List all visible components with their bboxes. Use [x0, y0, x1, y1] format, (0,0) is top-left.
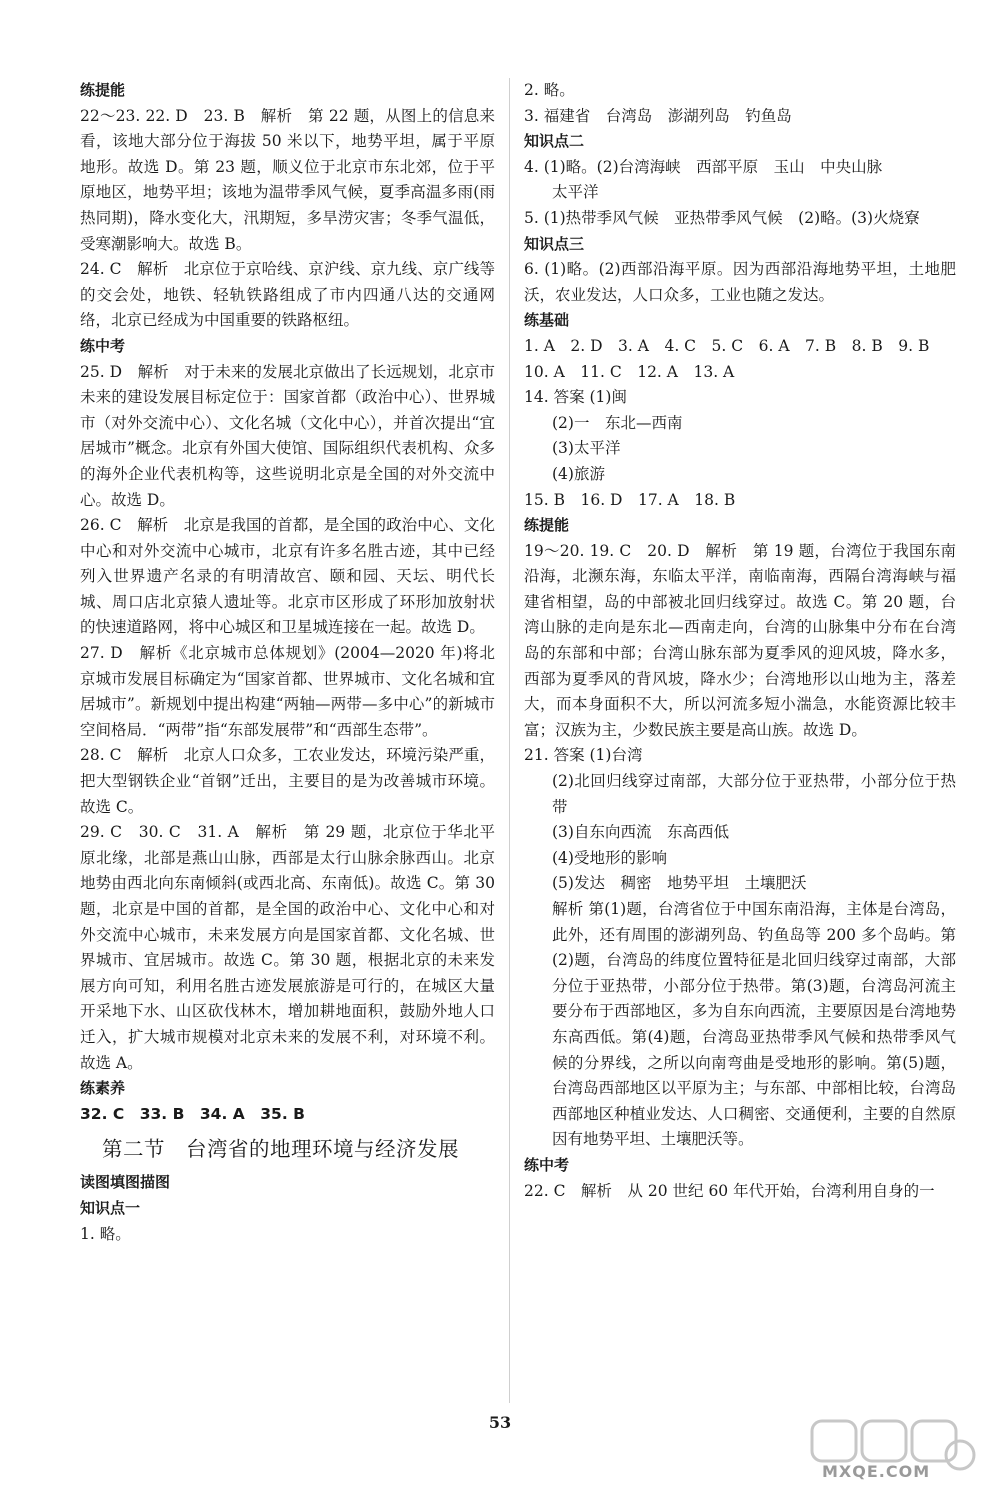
- answers-10-13: 10. A 11. C 12. A 13. A: [524, 362, 735, 381]
- answers-15-18: 15. B 16. D 17. A 18. B: [524, 490, 736, 509]
- answer-21-3: (3)自东向西流 东高西低: [552, 823, 729, 842]
- answer-21-explanation: 解析 第(1)题，台湾省位于中国东南沿海，主体是台湾岛，此外，还有周围的澎湖列岛、钓鱼岛等 200 多个岛屿。第(2)题，台湾岛的纬度位置特征是北回归线穿过南部，大部分位于亚热带，小部分位于热带。第(3)题，台湾岛河流主要分布于西部地区，多为自东向西流，主要原因是台湾地势东高西低。第(4)题，台湾岛亚热带季风气候和热带季风气候的分界线，之所以向南弯曲是受地形的影响。第(5)题，台湾岛西部地区以平原为主；与东部、中部相比较，台湾岛西部地区种植业发达、人口稠密、交通便利，主要的自然原因有地势平坦、土壤肥沃等。: [552, 900, 956, 1149]
- answer-25: 25. D 解析 对于未来的发展北京做出了长远规划，北京市未来的建设发展目标定位于：国家首都（政治中心）、世界城市（对外交流中心）、文化名城（文化中心），并首次提出“宜居城市”概念。北京有外国大使馆、国际组织代表机构、众多的海外企业代表机构等，这些说明北京是全国的对外交流中心。故选 D。: [80, 362, 495, 509]
- answers-32-35: 32. C 33. B 34. A 35. B: [80, 1104, 305, 1123]
- answer-k1: 1. 略。: [80, 1224, 131, 1243]
- answer-21-2: (2)北回归线穿过南部，大部分位于亚热带，小部分位于热带: [552, 772, 956, 816]
- answer-k5: 5. (1)热带季风气候 亚热带季风气候 (2)略。(3)火烧寮: [524, 208, 920, 227]
- answer-14: 14. 答案 (1)闽: [524, 388, 627, 407]
- heading-lian-zhongkao-2: 练中考: [524, 1155, 570, 1174]
- answer-22-23: 22～23. 22. D 23. B 解析 第 22 题，从图上的信息来看，该地大部分位于海拔 50 米以下，地势平坦，属于平原地形。故选 D。第 23 题，顺义位于北京市东北郊，位于平原地区，地势平坦；该地为温带季风气候，夏季高温多雨(雨热同期)，降水变化大，汛期短，多旱涝灾害；冬季气温低，受寒潮影响大。故选 B。: [80, 106, 495, 253]
- column-divider: [509, 78, 510, 1403]
- heading-knowledge-point-3: 知识点三: [524, 234, 585, 253]
- answer-27: 27. D 解析《北京城市总体规划》(2004—2020 年)将北京城市发展目标确定为“国家首都、世界城市、文化名城和宜居城市”。新规划中提出构建“两轴—两带—多中心”的新城市空间格局．“两带”指“东部发展带”和“西部生态带”。: [80, 644, 495, 739]
- heading-lian-suyang: 练素养: [80, 1079, 126, 1098]
- answer-k6: 6. (1)略。(2)西部沿海平原。因为西部沿海地势平坦，土地肥沃，农业发达，人口众多，工业也随之发达。: [524, 260, 956, 304]
- answer-24: 24. C 解析 北京位于京哈线、京沪线、京九线、京广线等的交会处，地铁、轻轨铁路组成了市内四通八达的交通网络，北京已经成为中国重要的铁路枢纽。: [80, 260, 495, 330]
- page-number: 53: [488, 1413, 512, 1432]
- answer-28: 28. C 解析 北京人口众多，工农业发达，环境污染严重，把大型钢铁企业“首钢”迁出，主要目的是为改善城市环境。故选 C。: [80, 746, 495, 816]
- right-column: [524, 78, 956, 1204]
- heading-lian-zhongkao: 练中考: [80, 336, 126, 355]
- answer-k4-cont: 太平洋: [552, 183, 599, 202]
- answer-k2: 2. 略。: [524, 81, 575, 99]
- left-column: [80, 78, 495, 1247]
- answer-14-2: (2)一 东北—西南: [552, 413, 683, 432]
- answers-1-9: 1. A 2. D 3. A 4. C 5. C 6. A 7. B 8. B 9. B: [524, 336, 930, 355]
- answer-14-3: (3)太平洋: [552, 439, 621, 458]
- answer-19-20: 19～20. 19. C 20. D 解析 第 19 题，台湾位于我国东南沿海，北濒东海，东临太平洋，南临南海，西隔台湾海峡与福建省相望，岛的中部被北回归线穿过。故选 C。第 20 题，台湾山脉的走向是东北—西南走向，台湾的山脉集中分布在台湾岛的东部和中部；台湾山脉东部为夏季风的迎风坡，降水多，西部为夏季风的背风坡，降水少；台湾地形以山地为主，落差大，而本身面积不大，所以河流多短小湍急，水能资源比较丰富；汉族为主，少数民族主要是高山族。故选 D。: [524, 541, 956, 739]
- section-title: 第二节 台湾省的地理环境与经济发展: [102, 1137, 459, 1162]
- answer-21: 21. 答案 (1)台湾: [524, 746, 643, 765]
- heading-map-exercises: 读图填图描图: [80, 1173, 171, 1192]
- heading-knowledge-point-1: 知识点一: [80, 1198, 141, 1217]
- answer-22: 22. C 解析 从 20 世纪 60 年代开始，台湾利用自身的一: [524, 1181, 935, 1200]
- answer-29-31: 29. C 30. C 31. A 解析 第 29 题，北京位于华北平原北缘，北部是燕山山脉，西部是太行山脉余脉西山。北京地势由西北向东南倾斜(或西北高、东南低)。故选 C。第 30 题，北京是中国的首都，是全国的政治中心、文化中心和对外交流中心城市，未来发展方向是国家首都、文化名城、世界城市、宜居城市。故选 C。第 30 题，根据北京的未来发展方向可知，利用名胜古迹发展旅游是可行的，在城区大量开采地下水、山区砍伐林木，增加耕地面积，鼓励外地人口迁入，扩大城市规模对北京未来的发展不利，对环境不利。故选 A。: [80, 823, 495, 1072]
- watermark-text: MXQE.COM: [822, 1462, 931, 1481]
- heading-lian-tineng: 练提能: [80, 81, 126, 99]
- answer-k3: 3. 福建省 台湾岛 澎湖列岛 钓鱼岛: [524, 106, 792, 125]
- answer-21-4: (4)受地形的影响: [552, 848, 667, 867]
- answer-21-5: (5)发达 稠密 地势平坦 土壤肥沃: [552, 874, 807, 893]
- heading-lian-tineng-2: 练提能: [524, 516, 570, 535]
- heading-lian-jichu: 练基础: [524, 311, 570, 330]
- answer-14-4: (4)旅游: [552, 464, 605, 483]
- heading-knowledge-point-2: 知识点二: [524, 132, 585, 151]
- answer-26: 26. C 解析 北京是我国的首都，是全国的政治中心、文化中心和对外交流中心城市，北京有许多名胜古迹，其中已经列入世界遗产名录的有明清故宫、颐和园、天坛、明代长城、周口店北京猿人遗址等。北京市区形成了环形加放射状的快速道路网，将中心城区和卫星城连接在一起。故选 D。: [80, 516, 495, 637]
- answer-k4: 4. (1)略。(2)台湾海峡 西部平原 玉山 中央山脉: [524, 157, 883, 176]
